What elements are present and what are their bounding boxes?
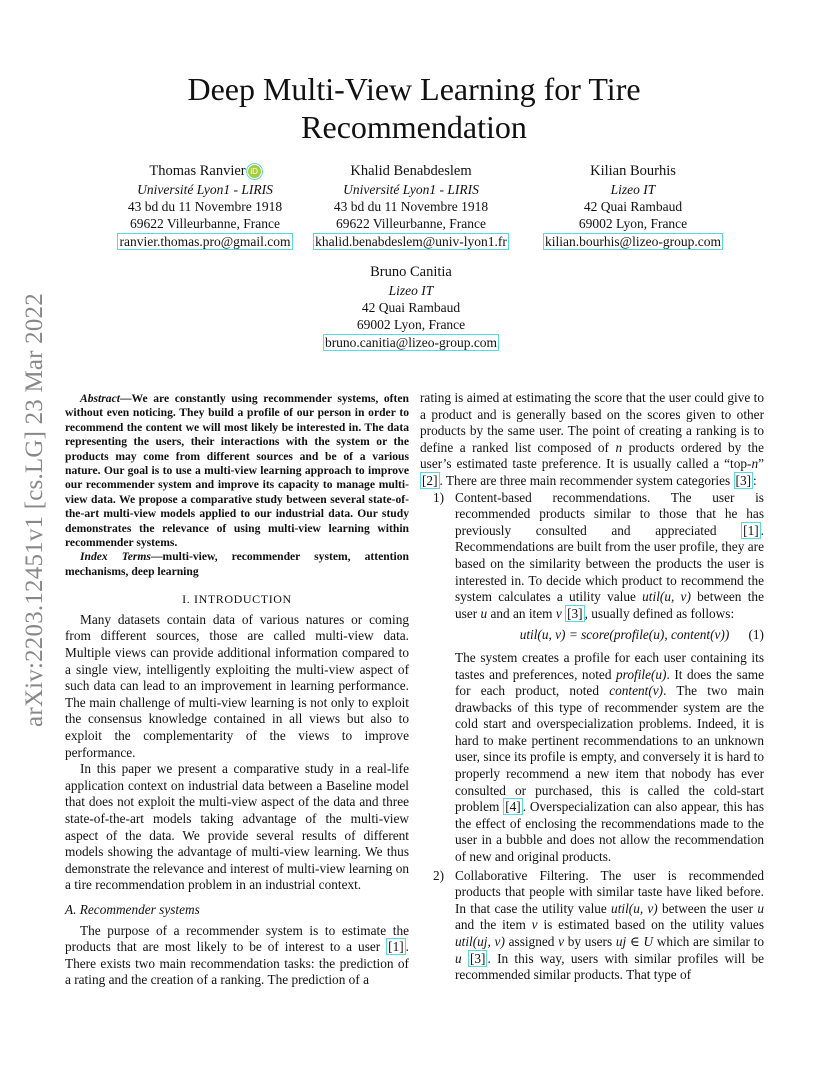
math-expr: content(v) bbox=[609, 683, 664, 699]
author-email-link[interactable]: ranvier.thomas.pro@gmail.com bbox=[119, 234, 291, 249]
text-run: by users bbox=[564, 934, 616, 949]
math-var: v bbox=[558, 934, 565, 949]
rating-paragraph bbox=[420, 390, 764, 490]
author-block-2 bbox=[296, 163, 526, 250]
citation-link[interactable]: [3] bbox=[469, 950, 486, 966]
citation-link[interactable]: [2] bbox=[422, 472, 438, 488]
author-affiliation: Université Lyon1 - LIRIS bbox=[137, 182, 273, 197]
text-run: The purpose of a recommender system is to estimate the products that are most likely to be of interest to a user bbox=[65, 922, 409, 955]
math-var: u bbox=[455, 950, 462, 966]
author-name: Khalid Benabdeslem bbox=[350, 163, 472, 179]
citation-link[interactable]: [1] bbox=[743, 522, 759, 538]
author-address-line: 42 Quai Rambaud bbox=[361, 300, 461, 315]
author-name: Bruno Canitia bbox=[370, 264, 452, 280]
equation-1 bbox=[485, 627, 764, 644]
text-run: : bbox=[753, 472, 757, 488]
math-expr: util(u, v) bbox=[611, 900, 658, 916]
text-run: is estimated based on the utility values bbox=[537, 917, 764, 933]
subsection-heading-recommender-systems: A. Recommender systems bbox=[65, 901, 200, 917]
author-address-line: 69002 Lyon, France bbox=[578, 216, 688, 231]
list-item bbox=[420, 490, 764, 866]
text-run: products ordered by the user’s estimated taste preference. It is usually called a “top- bbox=[420, 439, 764, 472]
abstract-text: —We are constantly using recommender systems, often without even noticing. They build a profile of our person in order to recommend the content we will most likely be interested in. The data representing the users, their interactions with the system or the products may come from different sources and be of a various nature. Our goal is to use a multi-view learning approach to improve our recommender system and improve its capacity to manage multi-view data. We propose a comparative study between several state-of-the-art multi-view models applied to our industrial data. Our study demonstrates the relevance of using multi-view learning within recommender systems. bbox=[65, 392, 409, 550]
citation-link[interactable]: [4] bbox=[505, 799, 521, 815]
author-email-link[interactable]: khalid.benabdeslem@univ-lyon1.fr bbox=[315, 234, 507, 249]
text-run: . Recommendations are built from the user profile, they are based on the similarity between the products the user is interested in. To decide which product to recommend the system calculates a utility value bbox=[455, 522, 764, 605]
author-address-line: 43 bd du 11 Novembre 1918 bbox=[127, 199, 283, 214]
author-email-link[interactable]: kilian.bourhis@lizeo-group.com bbox=[545, 234, 721, 249]
math-var: n bbox=[751, 456, 759, 472]
text-run: which are similar to bbox=[653, 934, 765, 949]
math-var: v bbox=[555, 605, 562, 621]
equation-expression: util(u, v) = score(profile(u), content(v)) bbox=[519, 627, 730, 643]
index-terms-text: —multi-view, recommender system, attention mechanisms, deep learning bbox=[65, 550, 410, 578]
math-expr: util(uj, v) bbox=[455, 934, 505, 949]
right-column bbox=[420, 390, 764, 984]
author-block-3 bbox=[518, 163, 748, 250]
author-address-line: 69622 Villeurbanne, France bbox=[129, 216, 281, 231]
math-var: u bbox=[757, 900, 764, 916]
author-address-line: 69622 Villeurbanne, France bbox=[335, 216, 487, 231]
author-affiliation: Université Lyon1 - LIRIS bbox=[343, 182, 479, 197]
author-affiliation: Lizeo IT bbox=[388, 283, 434, 298]
equation-number: (1) bbox=[748, 627, 764, 643]
text-run: . Overspecialization can also appear, this has the effect of enclosing the recommendations made to the user in a bubble and does not allow the recommendation of new and original products. bbox=[455, 799, 765, 865]
author-block-1 bbox=[90, 163, 320, 250]
arxiv-identifier: arXiv:2203.12451v1 [cs.LG] 23 Mar 2022 bbox=[21, 293, 48, 727]
author-address-line: 43 bd du 11 Novembre 1918 bbox=[333, 199, 489, 214]
section-heading-introduction: I. INTRODUCTION bbox=[182, 592, 292, 607]
text-run: and the item bbox=[455, 917, 532, 933]
text-run: assigned bbox=[504, 934, 559, 949]
text-run: . In this way, users with similar profiles will be recommended similar products. That type of bbox=[455, 950, 764, 983]
text-run: rating is aimed at estimating the score that the user could give to a product and is generally based on the scores given to other products by the same user. The point of creating a ranking is to define a ranked list composed of bbox=[420, 390, 764, 455]
text-run: . The two main drawbacks of this type of recommender system are the cold start and overspecialization problems. Indeed, it is hard to make pertinent recommendations to an unknown user, since its profile is empty, and conversely it is hard to properly recommend a new item that nobody has ever consulted or purchased, this is called the cold-start problem bbox=[455, 683, 765, 815]
author-block-4 bbox=[296, 264, 526, 351]
list-item bbox=[420, 868, 764, 984]
text-run: . It does the same for each product, noted bbox=[455, 666, 765, 699]
author-name: Kilian Bourhis bbox=[590, 163, 676, 179]
citation-link[interactable]: [3] bbox=[567, 605, 583, 621]
math-expr: util(u, v) bbox=[642, 589, 691, 605]
math-expr: profile(u) bbox=[616, 666, 667, 682]
math-var: v bbox=[531, 917, 538, 933]
author-address-line: 42 Quai Rambaud bbox=[583, 199, 683, 214]
text-run: , usually defined as follows: bbox=[584, 605, 735, 621]
text-run: Collaborative Filtering. The user is recommended products that people with similar taste have liked before. In that case the utility value bbox=[455, 867, 764, 916]
citation-link[interactable]: [3] bbox=[735, 472, 752, 488]
citation-link[interactable]: [1] bbox=[388, 939, 404, 955]
abstract-label: Abstract bbox=[80, 392, 120, 405]
orcid-icon[interactable]: iD bbox=[248, 165, 261, 178]
paper-title: Deep Multi-View Learning for Tire Recommendation bbox=[187, 71, 641, 145]
author-address-line: 69002 Lyon, France bbox=[356, 317, 466, 332]
arxiv-sidebar-stamp bbox=[10, 280, 60, 740]
left-column bbox=[65, 392, 409, 989]
index-terms-label: Index Terms bbox=[80, 550, 151, 564]
list-number: 1) bbox=[433, 489, 445, 505]
author-email-link[interactable]: bruno.canitia@lizeo-group.com bbox=[324, 335, 498, 350]
text-run: Content-based recommendations. The user is recommended products similar to those that he has previously consulted and appreciated bbox=[455, 489, 764, 538]
abstract bbox=[65, 392, 409, 550]
author-affiliation: Lizeo IT bbox=[610, 182, 656, 197]
list-number: 2) bbox=[433, 867, 445, 883]
recommender-paragraph bbox=[65, 923, 409, 989]
author-name: Thomas Ranvier bbox=[149, 163, 246, 179]
math-var: u bbox=[480, 605, 488, 621]
text-run: . There exists two main recommendation tasks: the prediction of a rating and the creation of a ranking. The prediction of a bbox=[65, 939, 409, 988]
math-expr: uj ∈ U bbox=[615, 934, 654, 949]
index-terms bbox=[65, 550, 409, 579]
text-run: and an item bbox=[487, 605, 556, 621]
text-run: between the user bbox=[455, 589, 764, 621]
text-run: . There are three main recommender system categories bbox=[439, 472, 734, 488]
intro-paragraph-2: In this paper we present a comparative study in a real-life application context on industrial data between a Baseline model that does not exploit the multi-view aspect of the data and three state-of-the-art models taking advantage of the multi-view aspect of the data. We provide several results of different models showing the advantage of multi-view learning. We thus demonstrate the relevance and interest of multi-view learning on a tire recommendation problem in an industrial context. bbox=[65, 761, 409, 893]
text-run: The system creates a profile for each user containing its tastes and preferences, noted bbox=[455, 649, 764, 682]
text-run: between the user bbox=[657, 900, 758, 916]
text-run: ” bbox=[758, 456, 764, 472]
intro-paragraph-1: Many datasets contain data of various natures or coming from different sources, those are called multi-view data. Multiple views can provide additional information compared to a single view, intelligently exploiting the multi-view aspect of such data can lead to an improvement in learning performance. The main challenge of multi-view learning is not only to exploit the consensus knowledge contained in all views but also to exploit the complementarity of the views to improve performance. bbox=[65, 611, 409, 760]
math-var: n bbox=[615, 439, 623, 455]
